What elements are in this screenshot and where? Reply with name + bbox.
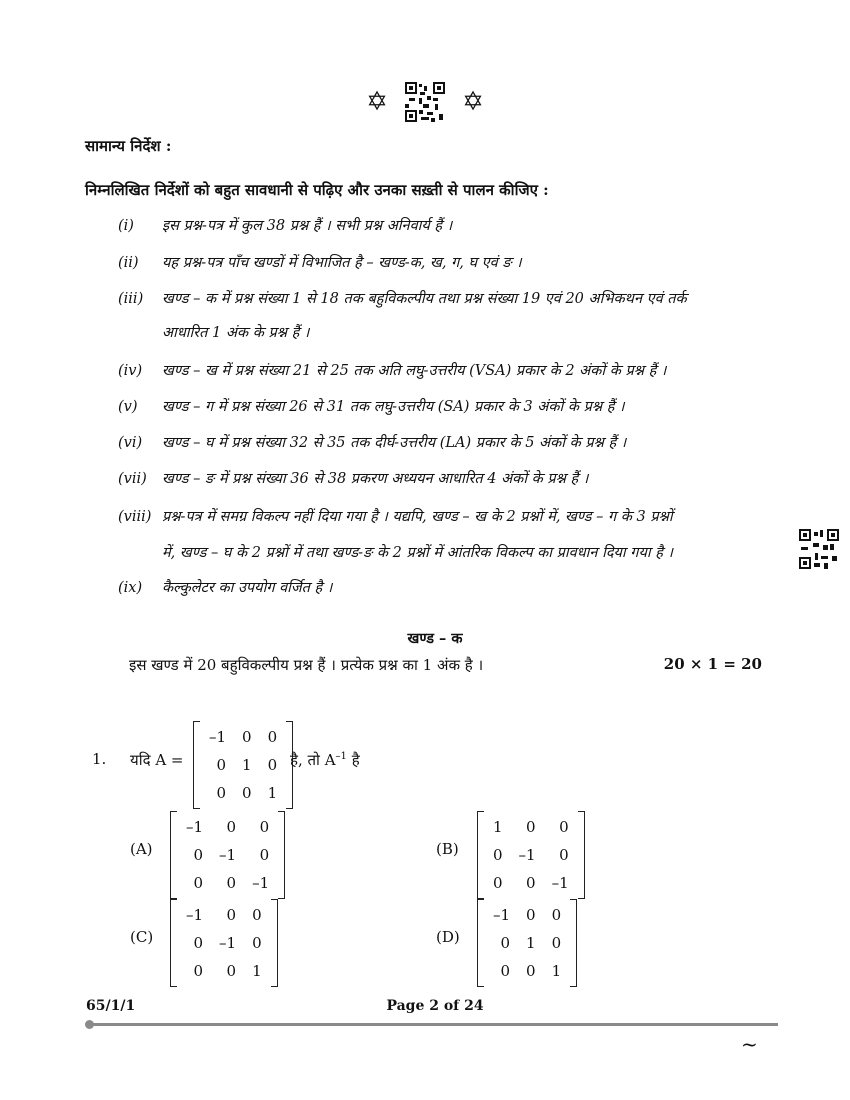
instruction-text: कैल्कुलेटर का उपयोग वर्जित है । <box>162 580 333 596</box>
instruction-number: (i) <box>118 218 134 234</box>
section-marks: 20 × 1 = 20 <box>663 655 762 673</box>
tilde-mark: ~ <box>741 1032 758 1056</box>
instructions-intro: निम्नलिखित निर्देशों को बहुत सावधानी से पढ़िए और उनका सख़्ती से पालन कीजिए : <box>85 181 549 199</box>
option-b-matrix[interactable]: 1 0 0 0 –1 0 0 0 –1 <box>477 811 585 899</box>
instruction-item <box>118 578 332 598</box>
inverse-superscript: –1 <box>335 751 347 762</box>
instruction-item <box>118 289 687 309</box>
question-matrix: –1 0 0 0 1 0 0 0 1 <box>193 721 293 809</box>
instruction-number: (v) <box>118 399 138 415</box>
question-number: 1. <box>92 750 107 768</box>
instruction-text: इस प्रश्न-पत्र में कुल 38 प्रश्न हैं । सभी प्रश्न अनिवार्य हैं । <box>162 218 453 234</box>
qr-code-icon <box>405 82 445 122</box>
instruction-text: खण्ड – ख में प्रश्न संख्या 21 से 25 तक अति लघु-उत्तरीय (VSA) प्रकार के 2 अंकों के प्रश्न हैं । <box>162 363 667 379</box>
question-suffix-text: है, तो A <box>290 751 336 769</box>
page-number: Page 2 of 24 <box>386 998 484 1014</box>
general-instructions-title: सामान्य निर्देश : <box>85 137 172 155</box>
instruction-continuation: में, खण्ड – घ के 2 प्रश्नों में तथा खण्ड-ङ के 2 प्रश्नों में आंतरिक विकल्प का प्रावधान दिया गया है । <box>162 545 674 561</box>
side-qr-code-icon <box>799 529 839 573</box>
paper-code: 65/1/1 <box>86 998 136 1014</box>
instruction-number: (ix) <box>118 580 143 596</box>
option-b-label[interactable]: (B) <box>436 840 459 858</box>
instruction-text: खण्ड – क में प्रश्न संख्या 1 से 18 तक बहुविकल्पीय तथा प्रश्न संख्या 19 एवं 20 अभिकथन एवं तर्क <box>162 291 687 307</box>
instruction-text: प्रश्न-पत्र में समग्र विकल्प नहीं दिया गया है । यद्यपि, खण्ड – ख के 2 प्रश्नों में, खण्ड – ग के 3 प्रश्नों <box>162 509 673 525</box>
instruction-number: (iii) <box>118 291 144 307</box>
instruction-number: (iv) <box>118 363 143 379</box>
instruction-number: (vii) <box>118 471 147 487</box>
instruction-item <box>118 433 626 453</box>
option-d-matrix[interactable]: –1 0 0 0 1 0 0 0 1 <box>477 899 577 987</box>
footer-divider <box>90 1023 778 1026</box>
instruction-continuation: आधारित 1 अंक के प्रश्न हैं । <box>162 325 310 341</box>
instruction-item <box>118 469 588 489</box>
option-a-label[interactable]: (A) <box>130 840 153 858</box>
instruction-text: खण्ड – घ में प्रश्न संख्या 32 से 35 तक दीर्घ-उत्तरीय (LA) प्रकार के 5 अंकों के प्रश्न हैं । <box>162 435 627 451</box>
question-suffix <box>290 750 360 770</box>
instruction-number: (viii) <box>118 509 152 525</box>
instruction-text: खण्ड – ङ में प्रश्न संख्या 36 से 38 प्रकरण अध्ययन आधारित 4 अंकों के प्रश्न हैं । <box>162 471 589 487</box>
instruction-item <box>118 216 452 236</box>
instruction-item <box>118 361 666 381</box>
instruction-item <box>118 397 625 417</box>
star-of-david-icon-left: ✡ <box>366 87 388 117</box>
section-description: इस खण्ड में 20 बहुविकल्पीय प्रश्न हैं । प्रत्येक प्रश्न का 1 अंक है । <box>129 656 484 674</box>
question-prefix: यदि A = <box>130 751 184 769</box>
instruction-item <box>118 253 522 273</box>
instruction-number: (vi) <box>118 435 143 451</box>
instruction-text: यह प्रश्न-पत्र पाँच खण्डों में विभाजित है – खण्ड-क, ख, ग, घ एवं ङ । <box>162 255 522 271</box>
instruction-text: खण्ड – ग में प्रश्न संख्या 26 से 31 तक लघु-उत्तरीय (SA) प्रकार के 3 अंकों के प्रश्न हैं । <box>162 399 625 415</box>
option-a-matrix[interactable]: –1 0 0 0 –1 0 0 0 –1 <box>170 811 285 899</box>
option-c-label[interactable]: (C) <box>130 928 154 946</box>
instruction-number: (ii) <box>118 255 139 271</box>
option-c-matrix[interactable]: –1 0 0 0 –1 0 0 0 1 <box>170 899 278 987</box>
section-title: खण्ड – क <box>407 630 463 647</box>
star-of-david-icon-right: ✡ <box>462 87 484 117</box>
header-icons <box>0 82 850 122</box>
question-suffix-end: है <box>346 751 360 769</box>
instruction-item <box>118 507 673 527</box>
option-d-label[interactable]: (D) <box>436 928 460 946</box>
